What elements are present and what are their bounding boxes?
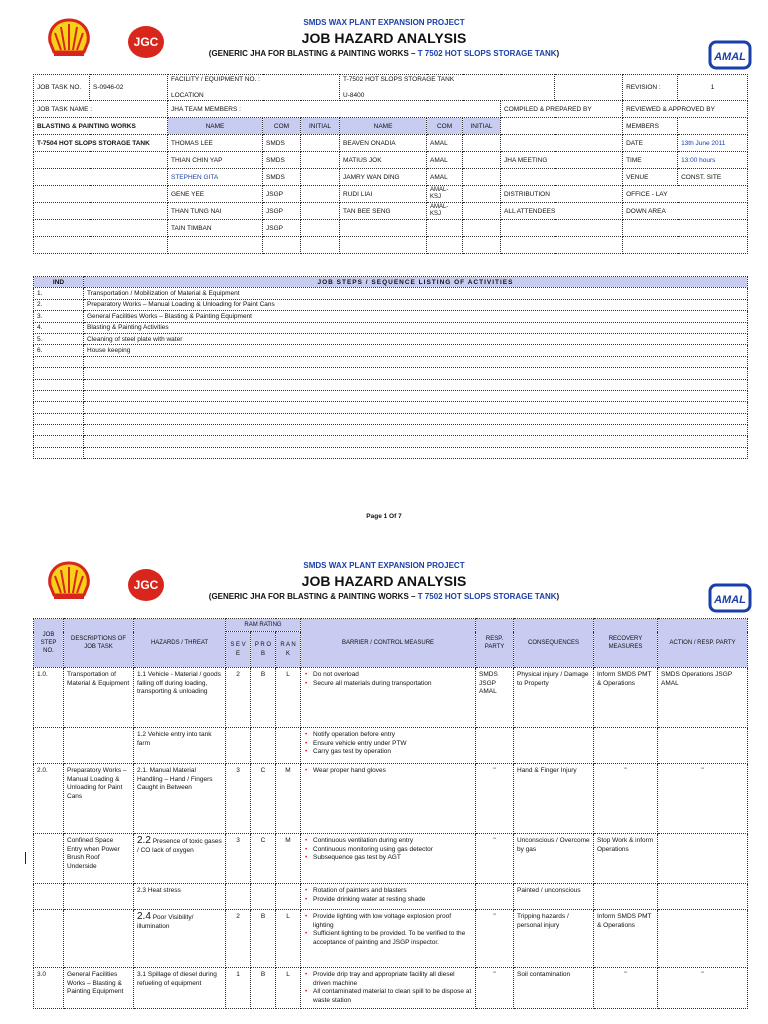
hazard-text: Poor Visibility/ illumination [137,914,194,930]
step-row [34,390,748,401]
step-row: 5. Cleaning of steel plate with water [34,333,748,344]
svg-text:JGC: JGC [133,35,159,49]
barrier-item: • Continuous ventilation during entry [304,837,472,846]
hazard-text: Manual Material Handling – Hand / Fingers Caught in Between [137,767,213,791]
hazard-number: 2.1. [137,767,148,774]
hazard-number: 2.4 [137,911,151,922]
step-row: 2. Preparatory Works – Manual Loading & Unloading for Paint Cans [34,299,748,310]
hazard-row: 2.0. Preparatory Works – Manual Loading & Unloading for Paint Cans 2.1. Manual Material Handling – Hand / Fingers Caught in Between 3 C M • Wear proper hand gloves " Hand & Finger Injury " " [34,764,748,834]
text-cursor-mark [25,852,26,864]
hazard-text: Spillage of diesel during refueling of equipment [137,971,217,987]
hazard-text: Vehicle entry into tank farm [137,731,212,747]
hazard-analysis-table: JOB STEP NO. DESCRIPTIONS OF JOB TASK HAZARDS / THREAT RAM RATING BARRIER / CONTROL MEASURE RESP. PARTY CONSEQUENCES RECOVERY MEASURES ACTION / RESP. PARTY S E V E P R O B R A N K 1.0. Transportation of Material & Equipment 1.1 Vehicle - Material / goods falling off during loading, transporting & unloading 2 B L • Do not overload • Secure all materials during transportation SMDS JSGP AMAL Physical injury / Damage to Property Inform SMDS PMT & Operations SMDS Operations JSGP AMAL 1.2 Vehicle entry into tank farm • Notify operation before entry • Ensure vehicle entry under PTW • Carry gas test by operation 2.0. Preparatory Works – Manual Loading & Unloading for Paint Cans 2.1. Manual Material Handling – Hand / Fingers Caught in Between 3 C M • Wear proper hand gloves " Hand & Finger Injury " " Confined Space Entry when Power Brush Roof Underside 2.2 Presence of toxic gases / CO lack of oxygen 3 C M • Continuous ventilation during entry • Continuous monitoring using gas detector • Subsequence gas test by AGT " Unconscious / Overcome by gas Stop Work & inform Operations 2.3 Heat stress • Rotation of painters and blasters • Provide drinking water at resting shade Painted / unconscious 2.4 Poor Visibility/ illumination 2 B L • Provide lighting with low voltage explosion proof lighting • Sufficient lighting to be provided. To be verified to the acceptance of painting and JSGP inspector. " Tripping hazards / personal injury Inform SMDS PMT & Operations 3.0 General Facilities Works – Blasting & Painting Equipment 3.1 Spillage of diesel during refueling of equipment 1 B L • Provide drip tray and appropriate facility all diesel driven machine • All contaminated material to clean spill to be dispose at waste station " Soil contamination " " [33,618,748,1009]
step-row [34,402,748,413]
step-row [34,368,748,379]
svg-text:AMAL: AMAL [714,594,746,606]
project-name: SMDS WAX PLANT EXPANSION PROJECT [303,18,465,27]
barrier-item: • Secure all materials during transportation [304,680,472,689]
amal-logo-icon [708,38,752,72]
svg-text:AMAL: AMAL [714,51,746,63]
svg-text:JGC: JGC [133,578,159,592]
step-row [34,447,748,458]
revision-value: 1 [678,75,748,101]
barrier-item: • Provide drinking water at resting shade [304,896,472,905]
barrier-item: • Notify operation before entry [304,731,472,740]
job-task-number: S-0946-02 [90,75,168,101]
barrier-item: • Do not overload [304,671,472,680]
barrier-item: • Carry gas test by operation [304,748,472,757]
hazard-row: Confined Space Entry when Power Brush Roof Underside 2.2 Presence of toxic gases / CO lack of oxygen 3 C M • Continuous ventilation during entry • Continuous monitoring using gas detector • Subsequence gas test by AGT " Unconscious / Overcome by gas Stop Work & inform Operations [34,834,748,884]
barrier-item: • Provide drip tray and appropriate facility all diesel driven machine [304,971,472,988]
hazard-number: 2.2 [137,835,151,846]
step-row: 4. Blasting & Painting Activities [34,322,748,333]
step-row: 1. Transportation / Mobilization of Material & Equipment [34,288,748,299]
meeting-venue: CONST. SITE [678,169,748,186]
step-row: 3. General Facilities Works – Blasting & Painting Equipment [34,311,748,322]
hazard-row: 2.4 Poor Visibility/ illumination 2 B L • Provide lighting with low voltage explosion proof lighting • Sufficient lighting to be provided. To be verified to the acceptance of painting and JSGP inspector. " Tripping hazards / personal injury Inform SMDS PMT & Operations [34,910,748,968]
barrier-item: • Provide lighting with low voltage explosion proof lighting [304,913,472,930]
page-number: Page 1 Of 7 [366,513,402,520]
step-row [34,356,748,367]
meeting-date: 13th June 2011 [678,135,748,152]
meeting-time: 13:00 hours [678,152,748,169]
amal-logo-icon [708,581,752,615]
barrier-item: • All contaminated material to clean spill to be dispose at waste station [304,988,472,1005]
barrier-item: • Wear proper hand gloves [304,767,472,776]
hazard-text: Presence of toxic gases / CO lack of oxygen [137,838,222,854]
step-row: 6. House keeping [34,345,748,356]
hazard-row: 3.0 General Facilities Works – Blasting & Painting Equipment 3.1 Spillage of diesel during refueling of equipment 1 B L • Provide drip tray and appropriate facility all diesel driven machine • All contaminated material to clean spill to be dispose at waste station " Soil contamination " " [34,968,748,1009]
job-steps-table: IND JOB STEPS / SEQUENCE LISTING OF ACTIVITIES 1. Transportation / Mobilization of Material & Equipment 2. Preparatory Works – Manual Loading & Unloading for Paint Cans 3. General Facilities Works – Blasting & Painting Equipment 4. Blasting & Painting Activities 5. Cleaning of steel plate with water 6. House keeping [33,276,748,459]
hazard-number: 3.1 [137,971,147,978]
step-row [34,425,748,436]
facility-value: T-7502 HOT SLOPS STORAGE TANK [343,76,455,83]
step-row [34,379,748,390]
hazard-number: 1.2 [137,731,147,738]
barrier-item: • Ensure vehicle entry under PTW [304,740,472,749]
step-row [34,436,748,447]
barrier-item: • Continuous monitoring using gas detector [304,846,472,855]
hazard-row [34,728,748,764]
job-info-table: JOB TASK NO. S-0946-02 FACILITY / EQUIPMENT NO. : LOCATION T-7502 HOT SLOPS STORAGE TANK U-8400 REVISION : 1 JOB TASK NAME : JHA TEAM MEMBERS : COMPILED & PREPARED BY REVIEWED & APPROVED BY BLASTING & PAINTING WORKS NAME COM INITIAL NAME COM INITIAL MEMBERS T-7504 HOT SLOPS STORAGE TANK THOMAS LEE SMDS BEAVEN ONADIA AMAL DATE 13th June 2011 THIAN CHIN YAP SMDS MATIUS JOK AMAL JHA MEETING TIME 13:00 hours STEPHEN GITA SMDS JAMRY WAN DING AMAL VENUE CONST. SITE GENE YEE JSGP RUDI LIAI AMAL-KSJ DISTRIBUTION OFFICE - LAY THAN TUNG NAI JSGP TAN BEE SENG AMAL-KSJ ALL ATTENDEES DOWN AREA TAIN TIMBAN JSGP [33,74,748,254]
hazard-row: 2.3 Heat stress • Rotation of painters and blasters • Provide drinking water at resting shade Painted / unconscious [34,884,748,910]
hazard-number: 2.3 [137,887,147,894]
document-title: JOB HAZARD ANALYSIS [301,30,467,46]
barrier-item: • Rotation of painters and blasters [304,887,472,896]
document-subtitle: (GENERIC JHA FOR BLASTING & PAINTING WORKS – T 7502 HOT SLOPS STORAGE TANK) [208,49,560,58]
location-value: U-8400 [343,92,365,99]
barrier-item: • Sufficient lighting to be provided. To be verified to the acceptance of painting and JSGP inspector. [304,930,472,947]
hazard-row: 1.0. Transportation of Material & Equipment 1.1 Vehicle - Material / goods falling off during loading, transporting & unloading 2 B L • Do not overload • Secure all materials during transportation SMDS JSGP AMAL Physical injury / Damage to Property Inform SMDS PMT & Operations SMDS Operations JSGP AMAL [34,668,748,728]
hazard-number: 1.1 [137,671,147,678]
step-row [34,413,748,424]
hazard-text: Vehicle - Material / goods falling off during loading, transporting & unloading [137,671,221,695]
barrier-item: • Subsequence gas test by AGT [304,854,472,863]
hazard-text: Heat stress [147,887,181,894]
